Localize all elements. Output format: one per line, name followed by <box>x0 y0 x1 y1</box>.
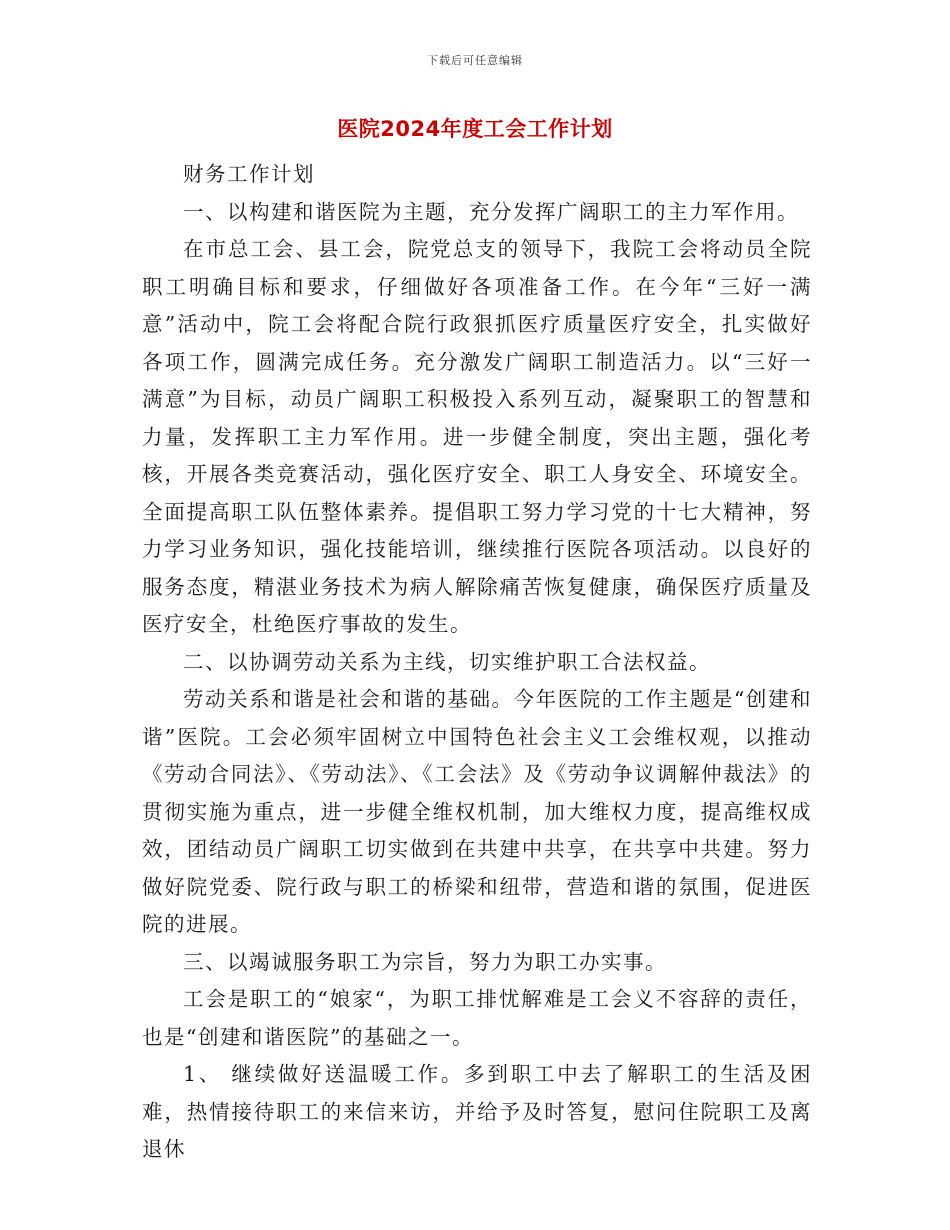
body-paragraph: 1、 继续做好送温暖工作。多到职工中去了解职工的生活及困难，热情接待职工的来信来访，并给予及时答复，慰问住院职工及离退休 <box>142 1062 812 1161</box>
document-title: 医院2024年度工会工作计划 <box>337 117 613 141</box>
section-heading: 三、以竭诚服务职工为宗旨，努力为职工办实事。 <box>183 949 667 974</box>
body-paragraph: 工会是职工的“娘家“，为职工排忧解难是工会义不容辞的责任，也是“创建和谐医院”的基础之一。 <box>142 987 812 1049</box>
section-heading: 一、以构建和谐医院为主题，充分发挥广阔职工的主力军作用。 <box>183 199 799 224</box>
section-heading: 二、以协调劳动关系为主线，切实维护职工合法权益。 <box>183 649 711 674</box>
body-paragraph: 劳动关系和谐是社会和谐的基础。今年医院的工作主题是“创建和谐”医院。工会必须牢固树立中国特色社会主义工会维权观，以推动《劳动合同法》、《劳动法》、《工会法》及《劳动争议调解仲裁法》的贯彻实施为重点，进一步健全维权机制，加大维权力度，提高维权成效，团结动员广阔职工切实做到在共建中共享，在共享中共建。努力做好院党委、院行政与职工的桥梁和纽带，营造和谐的氛围，促进医院的进展。 <box>142 687 812 936</box>
body-paragraph: 在市总工会、县工会，院党总支的领导下，我院工会将动员全院职工明确目标和要求，仔细做好各项准备工作。在今年“三好一满意”活动中，院工会将配合院行政狠抓医疗质量医疗安全，扎实做好各项工作，圆满完成任务。充分激发广阔职工制造活力。以“三好一满意”为目标，动员广阔职工积极投入系列互动，凝聚职工的智慧和力量，发挥职工主力军作用。进一步健全制度，突出主题，强化考核，开展各类竞赛活动，强化医疗安全、职工人身安全、环境安全。全面提高职工队伍整体素养。提倡职工努力学习党的十七大精神，努力学习业务知识，强化技能培训，继续推行医院各项活动。以良好的服务态度，精湛业务技术为病人解除痛苦恢复健康，确保医疗质量及医疗安全，杜绝医疗事故的发生。 <box>142 237 812 636</box>
header-note: 下载后可任意编辑 <box>427 54 523 67</box>
document-body <box>142 156 812 1169</box>
section-heading: 财务工作计划 <box>183 162 315 186</box>
